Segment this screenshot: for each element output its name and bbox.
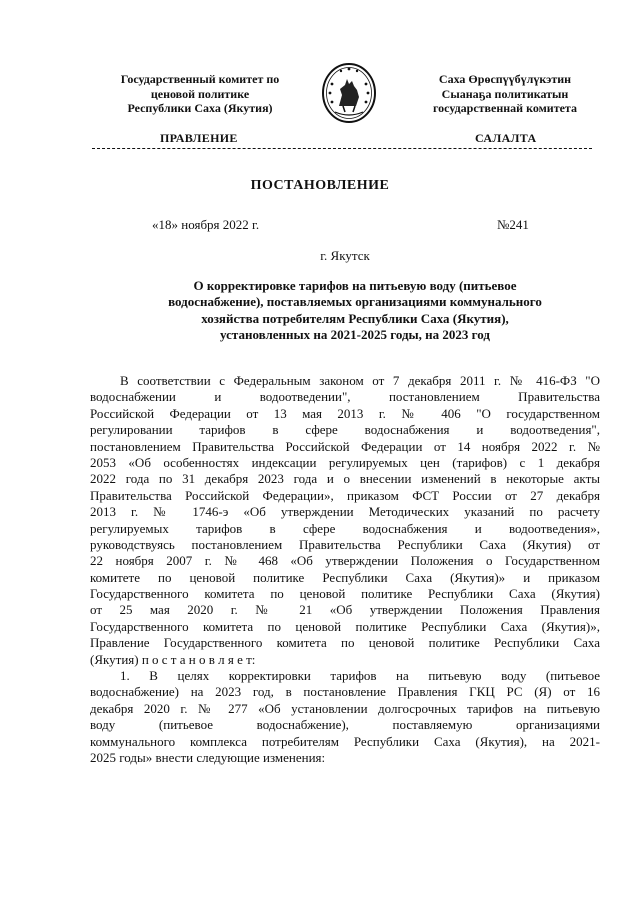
body-line: комитете по ценовой политике Республики Саха (Якутия)» и приказом bbox=[90, 569, 600, 585]
header-divider bbox=[92, 148, 592, 149]
subject-line: хозяйства потребителям Республики Саха (Якутия), bbox=[201, 310, 509, 326]
dept-left-label: ПРАВЛЕНИЕ bbox=[160, 131, 238, 145]
subject-line: О корректировке тарифов на питьевую воду (питьевое bbox=[193, 278, 517, 293]
document-body bbox=[90, 373, 600, 766]
header-right-line: Саха Өрөспүүбүлүкэтин bbox=[438, 72, 572, 86]
body-line: водоснабжении и водоотведении", постановлением Правительства bbox=[90, 389, 600, 405]
header-right-org bbox=[405, 72, 605, 116]
header-right-line: государственнай комитета bbox=[433, 101, 577, 115]
body-line: 2022 года по 31 декабря 2023 года и о внесении изменений в некоторые акты bbox=[90, 471, 600, 487]
document-city: г. Якутск bbox=[320, 248, 370, 263]
body-line: Правительства Российской Федерации», приказом ФСТ России от 27 декабря bbox=[90, 487, 600, 503]
subject-line: водоснабжение), поставляемых организациями коммунального bbox=[168, 294, 542, 310]
body-line: 2013 г. № 1746-э «Об утверждении Методических указаний по расчету bbox=[90, 504, 600, 520]
subject-line: установленных на 2021-2025 годы, на 2023 год bbox=[220, 326, 490, 342]
header-right-line: Сыанаҕа политикатын bbox=[441, 86, 569, 101]
body-line: 2053 «Об особенностях индексации регулируемых цен (тарифов) с 1 декабря bbox=[90, 454, 600, 470]
body-line: руководствуясь постановлением Правительства Республики Саха (Якутия) от bbox=[90, 536, 600, 552]
header-left-line: ценовой политике bbox=[150, 86, 250, 101]
body-line: постановлением Правительства Российской Федерации от 14 ноября 2022 г. № bbox=[90, 438, 600, 454]
body-line: коммунального комплекса потребителям Республики Саха (Якутия), на 2021- bbox=[90, 733, 600, 749]
body-line: Государственного комитета по ценовой политике Республики Саха (Якутия) bbox=[90, 586, 600, 602]
body-line: 1. В целях корректировки тарифов на питьевую воду (питьевое bbox=[120, 668, 600, 684]
body-line: Государственного комитета по ценовой политике Республики Саха (Якутия)», bbox=[90, 618, 600, 634]
body-line: Правление Государственного комитета по ценовой политике Республики Саха bbox=[90, 635, 600, 651]
header-left-line: Республики Саха (Якутия) bbox=[127, 101, 273, 115]
body-line: (Якутия) п о с т а н о в л я е т: bbox=[90, 651, 256, 667]
header-left-line: Государственный комитет по bbox=[120, 72, 280, 86]
document-number: №241 bbox=[497, 217, 529, 232]
body-line: Российской Федерации от 13 мая 2013 г. № 406 "О государственном bbox=[90, 405, 600, 421]
document-subject bbox=[120, 278, 590, 343]
coat-of-arms-emblem-icon bbox=[321, 62, 377, 124]
body-line: 2025 годы» внести следующие изменения: bbox=[90, 749, 326, 765]
header-left-org bbox=[95, 72, 305, 116]
body-line: регулировании тарифов в сфере водоснабжения и водоотведения", bbox=[90, 422, 600, 438]
dept-right-label: САЛАЛТА bbox=[475, 131, 537, 145]
document-date: «18» ноября 2022 г. bbox=[152, 217, 260, 232]
body-line: В соответствии с Федеральным законом от 7 декабря 2011 г. № 416-ФЗ "О bbox=[120, 373, 600, 388]
body-line: водоснабжение) на 2023 год, в постановление Правления ГКЦ РС (Я) от 16 bbox=[90, 684, 600, 700]
body-line: воду (питьевое водоснабжение), поставляемую организациями bbox=[90, 717, 600, 733]
body-line: декабря 2020 г. № 277 «Об установлении долгосрочных тарифов на питьевую bbox=[90, 700, 600, 716]
body-line: регулируемых тарифов в сфере водоснабжения и водоотведения», bbox=[90, 520, 600, 536]
body-line: от 25 мая 2020 г. № 21 «Об утверждении Положения Правления bbox=[90, 602, 600, 618]
document-title: ПОСТАНОВЛЕНИЕ bbox=[250, 178, 390, 193]
body-line: 22 ноября 2007 г. № 468 «Об утверждении Положения о Государственном bbox=[90, 553, 600, 569]
